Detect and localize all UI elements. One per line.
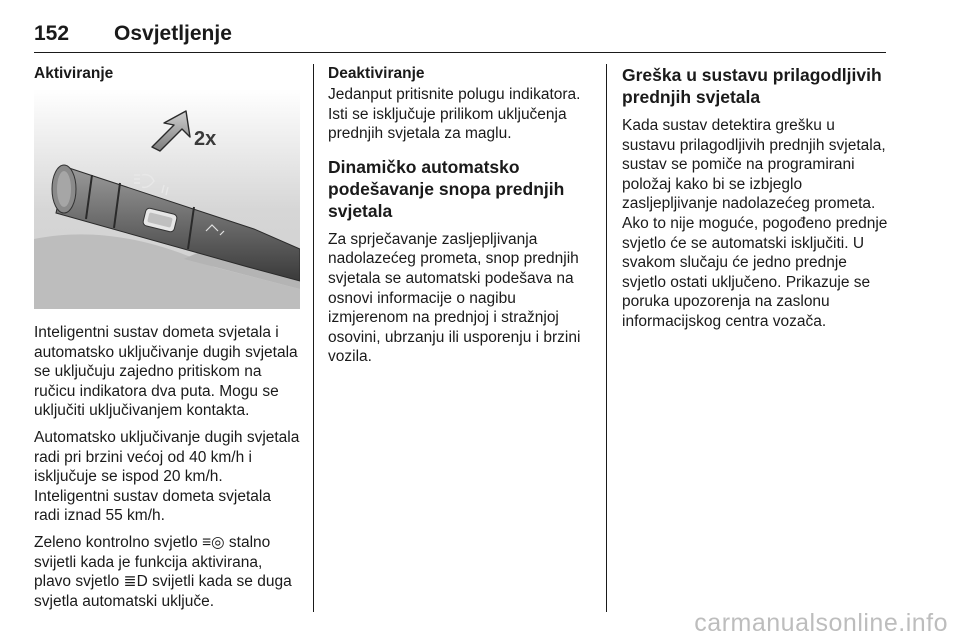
column-3 xyxy=(622,64,892,339)
section-heading-deaktiviranje: Deaktiviranje xyxy=(328,65,425,82)
column-1 xyxy=(34,64,300,618)
watermark: carmanualsonline.info xyxy=(694,609,948,637)
paragraph: Kada sustav detektira grešku u sustavu prilagodljivih prednjih svjetala, sustav se pomiče na programirani položaj kako bi se izbjeglo zasljepljivanje nadolazećeg prometa. Ako to nije moguće, pogođeno prednje svjetlo će se automatski isključiti. U svakom slučaju će jedno prednje svjetlo ostati uključeno. Prikazuje se poruka upozorenja na zaslonu informacijskog centra vozača. xyxy=(622,117,888,330)
page-header xyxy=(34,22,886,53)
section-heading-system-fault: Greška u sustavu prilagodljivih prednjih svjetala xyxy=(622,65,882,107)
paragraph: Inteligentni sustav dometa svjetala i automatsko uključivanje dugih svjetala se uključuju zajedno pritiskom na ručicu indikatora dva puta. Mogu se uključiti uključivanjem kontakta. xyxy=(34,324,298,420)
paragraph: Jedanput pritisnite polugu indikatora. Isti se isključuje prilikom uključenja prednjih svjetala za maglu. xyxy=(328,86,581,143)
section-heading-dynamic-leveling: Dinamičko automatsko podešavanje snopa prednjih svjetala xyxy=(328,156,565,221)
section-heading-aktiviranje: Aktiviranje xyxy=(34,65,114,82)
paragraph: Za sprječavanje zasljepljivanja nadolazećeg prometa, snop prednjih svjetala se automatski podešava na osnovi informacije o nagibu izmjerenom na prednjoj i stražnjoj osovini, ubrzanju ili usporenju i brzini vozila. xyxy=(328,230,581,366)
press-count-label: 2x xyxy=(194,128,217,150)
column-divider-1 xyxy=(313,64,314,612)
blue-high-beam-icon: ≣D xyxy=(123,573,148,591)
indicator-stalk-illustration xyxy=(34,89,300,309)
paragraph: Automatsko uključivanje dugih svjetala radi pri brzini većoj od 40 km/h i isključuje se ispod 20 km/h. Inteligentni sustav dometa svjetala radi iznad 55 km/h. xyxy=(34,428,300,525)
green-high-beam-assist-icon: ≡◎ xyxy=(202,533,225,551)
column-divider-2 xyxy=(606,64,607,612)
page-number: 152 xyxy=(34,22,70,45)
page-title: Osvjetljenje xyxy=(114,22,232,45)
paragraph-control-lights: Zeleno kontrolno svjetlo ≡◎ stalno svijetli kada je funkcija aktivirana, plavo svjetlo ≣D svijetli kada se duga svjetla automatski uključe. xyxy=(34,533,292,610)
column-2 xyxy=(328,64,596,374)
stalk-figure-svg xyxy=(34,89,300,309)
